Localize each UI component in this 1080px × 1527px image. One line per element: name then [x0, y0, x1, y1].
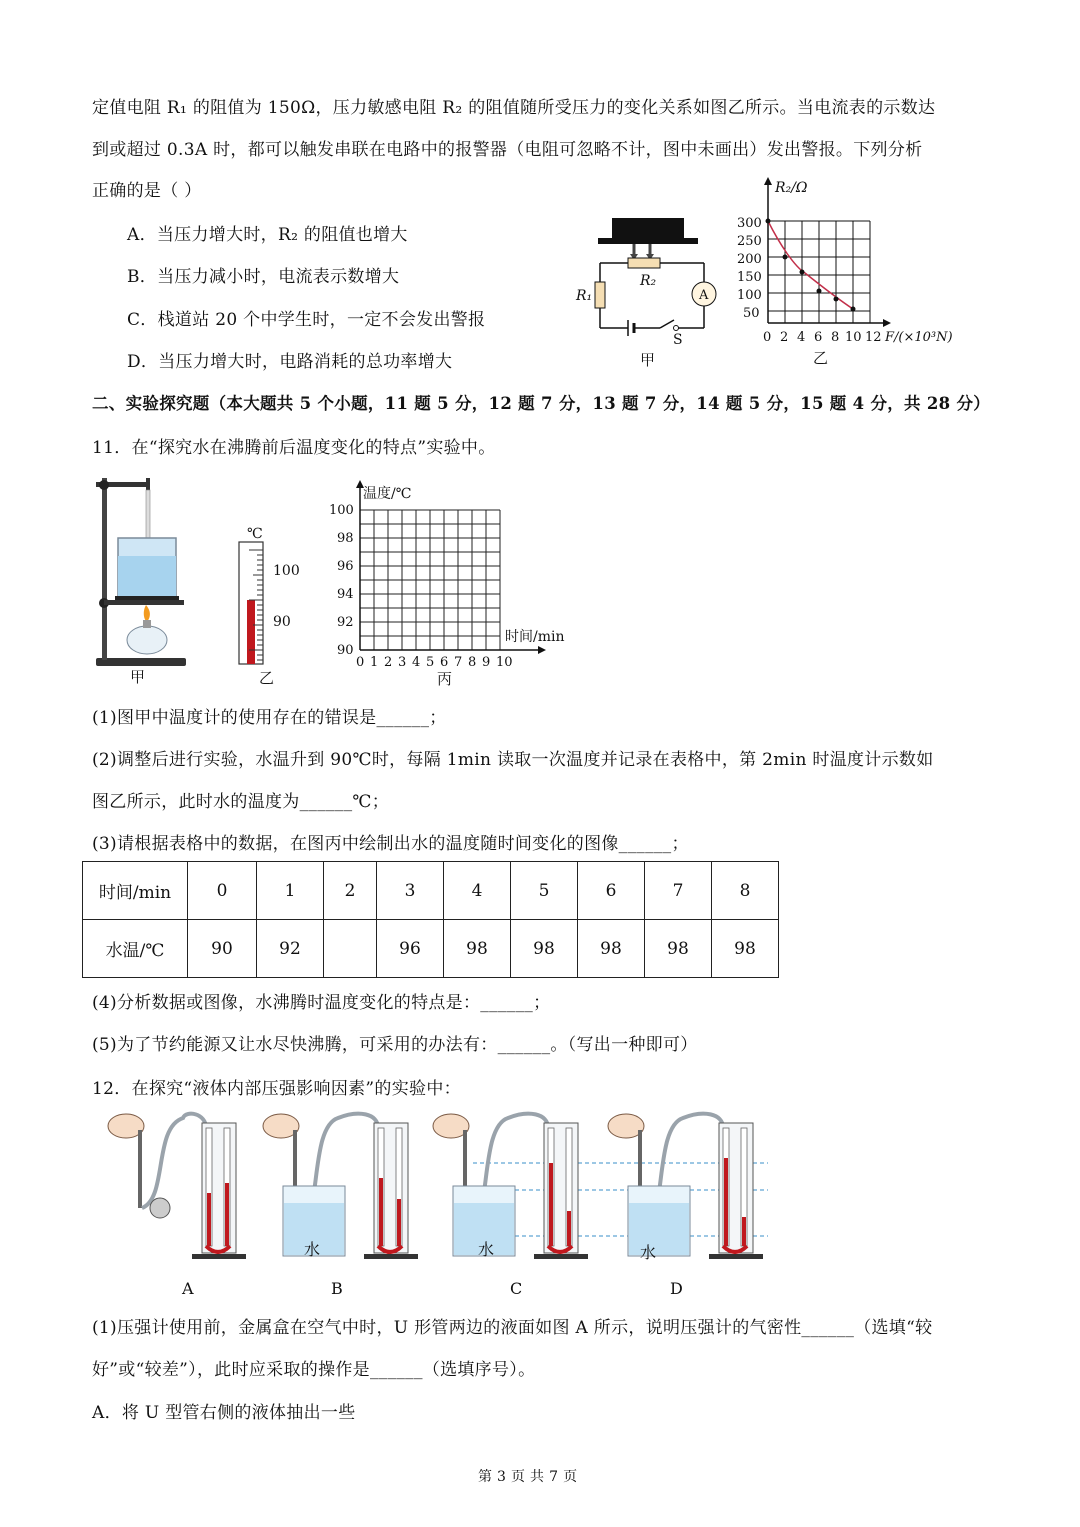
xtick: 2	[780, 330, 789, 345]
r2-curve	[768, 221, 853, 309]
xtick: 4	[412, 655, 421, 670]
table-cell: 3	[377, 862, 444, 920]
table-cell: 98	[511, 920, 578, 978]
r2-label: R₂	[640, 273, 657, 289]
xtick: 1	[370, 655, 379, 670]
ytick: 200	[737, 252, 762, 267]
table-cell: 1	[257, 862, 324, 920]
r1-label: R₁	[576, 288, 593, 304]
graph-yi-xlabel: F/(×10³N)	[885, 330, 953, 345]
table-cell: 水温/℃	[83, 920, 188, 978]
grid-xlabel: 时间/min	[505, 629, 565, 645]
q12-1a: (1)压强计使用前，金属盒在空气中时，U 形管两边的液面如图 A 所示，说明压强计的气密性______（选填“较	[92, 1318, 933, 1338]
q10-option-c: C．栈道站 20 个中学生时，一定不会发出警报	[127, 310, 486, 330]
liquid-left	[724, 1158, 728, 1246]
ammeter-label: A	[699, 288, 709, 303]
table-row	[83, 862, 779, 920]
water-label-b: 水	[304, 1240, 321, 1259]
fig-label-c: C	[510, 1279, 523, 1298]
q10-option-d: D．当压力增大时，电路消耗的总功率增大	[127, 352, 453, 372]
ytick: 90	[337, 643, 354, 658]
fig-label-b: B	[331, 1279, 343, 1298]
pressure-gauge-d	[608, 1114, 763, 1259]
page-footer: 第 3 页 共 7 页	[478, 1469, 578, 1485]
xtick: 10	[496, 655, 513, 670]
temperature-data-table	[82, 861, 779, 978]
water-label-c: 水	[478, 1240, 495, 1259]
q11-2b: 图乙所示，此时水的温度为______℃；	[92, 792, 390, 812]
metal-box-icon	[150, 1198, 170, 1218]
liquid-left	[549, 1163, 553, 1246]
switch-label: S	[673, 332, 683, 348]
q10-option-a: A．当压力增大时，R₂ 的阻值也增大	[127, 225, 408, 245]
q11-2a: (2)调整后进行实验，水温升到 90℃时，每隔 1min 读取一次温度并记录在表格中，第 2min 时温度计示数如	[92, 750, 934, 770]
table-cell: 8	[712, 862, 779, 920]
fig-jia-label: 甲	[640, 351, 656, 369]
table-row	[83, 920, 779, 978]
table-cell: 98	[712, 920, 779, 978]
boiling-apparatus	[90, 468, 200, 688]
liquid-right	[397, 1199, 401, 1246]
ytick: 100	[329, 503, 354, 518]
table-cell: 2	[324, 862, 377, 920]
q10-line3: 正确的是（ ）	[92, 181, 202, 201]
xtick: 9	[482, 655, 491, 670]
xtick: 7	[454, 655, 463, 670]
xtick: 0	[763, 330, 772, 345]
press-block	[612, 218, 684, 238]
ytick: 98	[337, 531, 354, 546]
pressure-gauge-figures	[88, 1108, 788, 1303]
table-cell: 4	[444, 862, 511, 920]
q12-title: 12．在探究“液体内部压强影响因素”的实验中：	[92, 1079, 461, 1099]
q12-1b: 好”或“较差”），此时应采取的操作是______（选填序号）。	[92, 1360, 536, 1380]
liquid-left	[207, 1193, 211, 1246]
ytick: 250	[737, 234, 762, 249]
ytick: 94	[337, 587, 354, 602]
liquid-right	[225, 1183, 229, 1246]
xtick: 2	[384, 655, 393, 670]
liquid-right	[742, 1217, 746, 1246]
thermo-90: 90	[273, 614, 291, 630]
flame-icon	[144, 605, 150, 622]
q10-line2: 到或超过 0.3A 时，都可以触发串联在电路中的报警器（电阻可忽略不计，图中未画出）发出警报。下列分析	[92, 140, 923, 160]
ytick: 100	[737, 288, 762, 303]
ytick: 92	[337, 615, 354, 630]
xtick: 0	[356, 655, 365, 670]
alcohol-lamp-icon	[127, 626, 167, 654]
pressure-gauge-a	[108, 1114, 246, 1259]
q10-option-b: B．当压力减小时，电流表示数增大	[127, 267, 400, 287]
ytick: 96	[337, 559, 354, 574]
fig-11-bing-label: 丙	[437, 670, 453, 688]
r2-resistor	[628, 258, 660, 268]
xtick: 3	[398, 655, 407, 670]
table-cell: 6	[578, 862, 645, 920]
grid-ylabel: 温度/℃	[363, 486, 412, 502]
table-cell: 92	[257, 920, 324, 978]
table-cell: 98	[578, 920, 645, 978]
pressure-gauge-c	[433, 1114, 588, 1259]
temperature-time-grid	[325, 478, 580, 688]
table-cell: 96	[377, 920, 444, 978]
q11-1: (1)图甲中温度计的使用存在的错误是______；	[92, 708, 447, 728]
switch-icon	[660, 320, 674, 328]
xtick: 6	[814, 330, 823, 345]
fig-11-yi-label: 乙	[259, 669, 275, 687]
xtick: 8	[468, 655, 477, 670]
fig-label-a: A	[182, 1279, 194, 1298]
table-cell: 0	[188, 862, 257, 920]
thermometer-reading	[225, 520, 315, 690]
q12-option-a: A．将 U 型管右侧的液体抽出一些	[92, 1403, 356, 1423]
q11-title: 11．在“探究水在沸腾前后温度变化的特点”实验中。	[92, 438, 496, 458]
q11-4: (4)分析数据或图像，水沸腾时温度变化的特点是：______；	[92, 993, 551, 1013]
table-cell: 98	[444, 920, 511, 978]
section2-heading: 二、实验探究题（本大题共 5 个小题，11 题 5 分，12 题 7 分，13 题 7 分，14 题 5 分，15 题 4 分，共 28 分）	[92, 394, 991, 413]
xtick: 6	[440, 655, 449, 670]
r2-force-graph	[735, 175, 985, 370]
xtick: 12	[865, 330, 882, 345]
fig-label-d: D	[670, 1279, 683, 1298]
table-cell: 90	[188, 920, 257, 978]
mercury-column	[247, 600, 255, 664]
q11-5: (5)为了节约能源又让水尽快沸腾，可采用的办法有：______。（写出一种即可）	[92, 1035, 698, 1055]
pressure-gauge-b	[263, 1114, 418, 1259]
table-cell: 7	[645, 862, 712, 920]
fig-11-jia-label: 甲	[130, 668, 146, 686]
xtick: 4	[797, 330, 806, 345]
r1-resistor	[595, 282, 605, 308]
liquid-right	[567, 1211, 571, 1246]
xtick: 8	[831, 330, 840, 345]
table-cell	[324, 920, 377, 978]
circuit-figure	[570, 210, 730, 370]
q11-3: (3)请根据表格中的数据，在图丙中绘制出水的温度随时间变化的图像______；	[92, 834, 689, 854]
thermo-unit: ℃	[247, 526, 263, 542]
liquid-left	[379, 1178, 383, 1246]
q10-line1: 定值电阻 R₁ 的阻值为 150Ω，压力敏感电阻 R₂ 的阻值随所受压力的变化关系如图乙所示。当电流表的示数达	[92, 98, 936, 118]
xtick: 10	[845, 330, 862, 345]
table-cell: 5	[511, 862, 578, 920]
table-cell: 98	[645, 920, 712, 978]
ytick: 300	[737, 216, 762, 231]
ytick: 50	[743, 306, 760, 321]
thermo-100: 100	[273, 563, 300, 579]
fig-yi-label: 乙	[813, 349, 829, 367]
table-cell: 时间/min	[83, 862, 188, 920]
ytick: 150	[737, 270, 762, 285]
xtick: 5	[426, 655, 435, 670]
water-label-d: 水	[640, 1243, 657, 1262]
graph-yi-ylabel: R₂/Ω	[775, 180, 808, 196]
